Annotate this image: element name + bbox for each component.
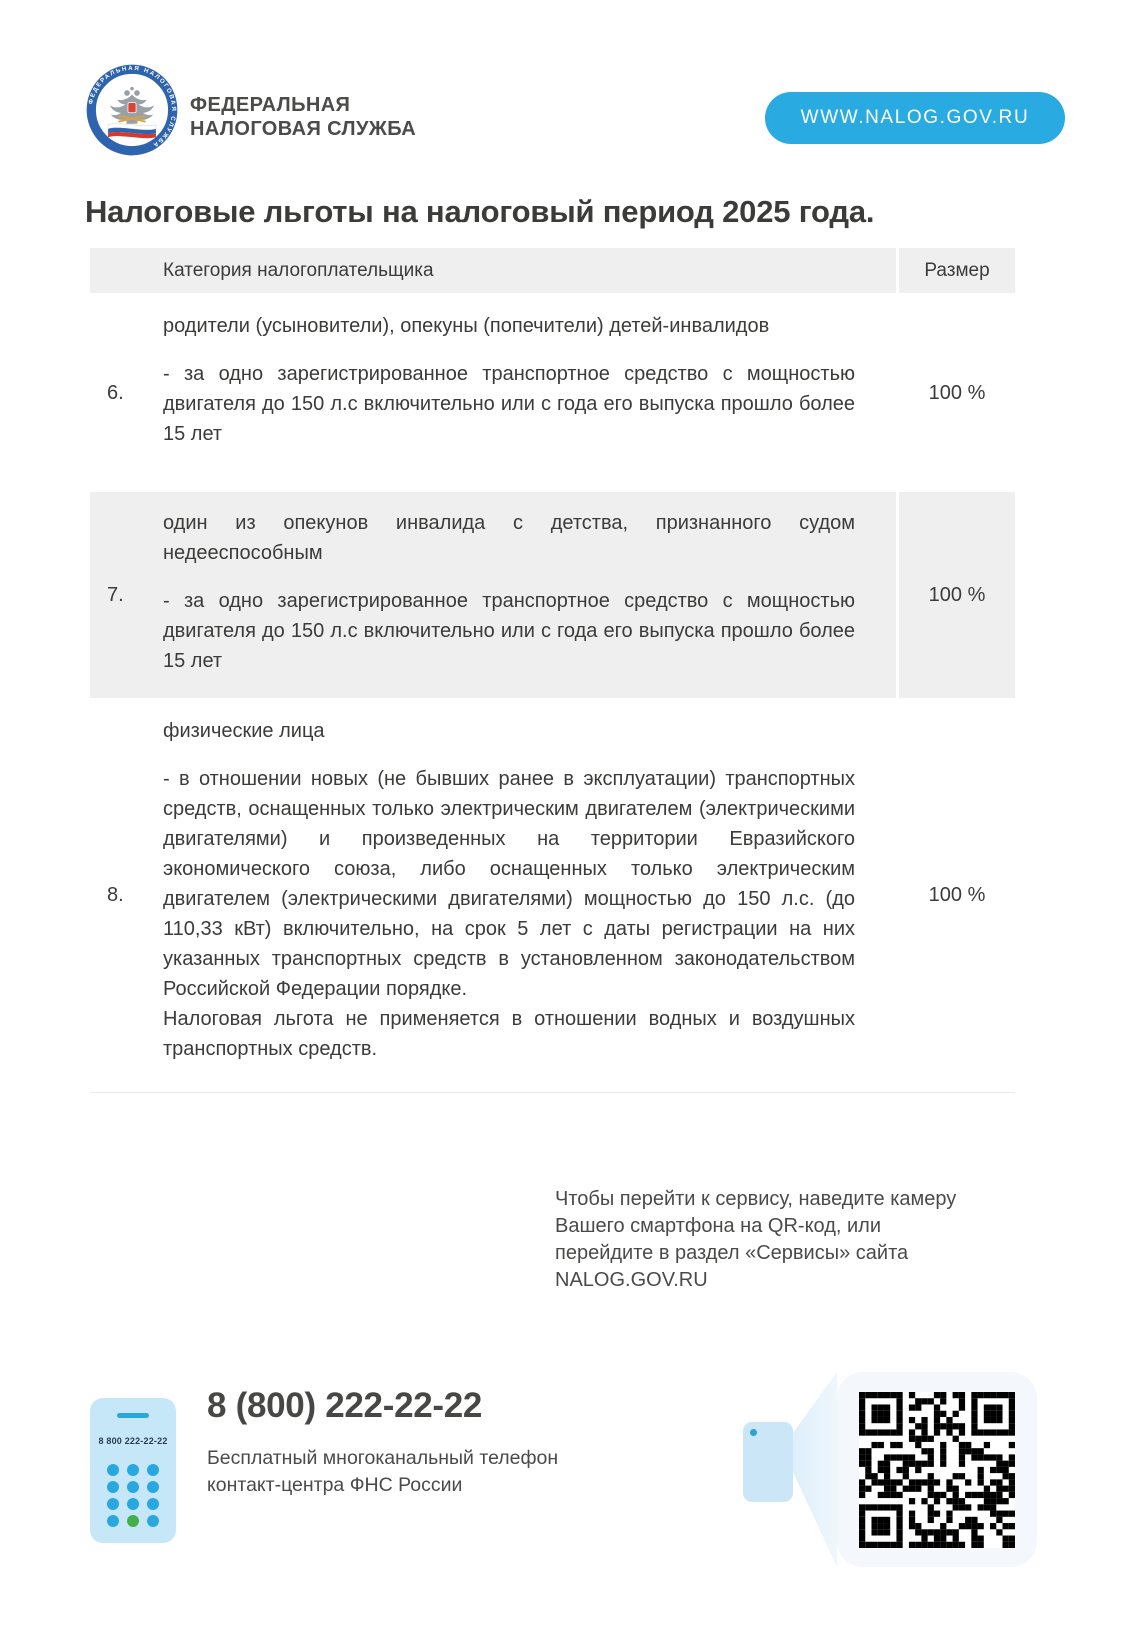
smartphone-icon bbox=[743, 1422, 793, 1502]
qr-code bbox=[859, 1392, 1015, 1548]
qr-instruction-line4: NALOG.GOV.RU bbox=[555, 1269, 708, 1291]
row-number: 8. bbox=[107, 884, 124, 906]
row-size: 100 % bbox=[928, 381, 986, 404]
flag-ribbon-icon bbox=[108, 124, 156, 139]
qr-instruction-line3: перейдите в раздел «Сервисы» сайта bbox=[555, 1242, 909, 1264]
row-benefit: - за одно зарегистрированное транспортное средство с мощностью двигателя до 150 л.с включительно или с года его выпуска прошло более 15 лет bbox=[163, 590, 855, 672]
agency-name-line2: НАЛОГОВАЯ СЛУЖБА bbox=[190, 118, 417, 140]
row-benefit: - в отношении новых (не бывших ранее в эксплуатации) транспортных средств, оснащенных только электрическим двигателем (электрическими двигателями) и произведенных на территории Евразийского экономического союза, либо оснащенных только электрическим двигателем (электрическими двигателями) мощностью до 150 л.с. (до 110,33 кВт) включительно, на срок 5 лет с даты регистрации на них указанных транспортных средств в установленном законодательством Российской Федерации порядке. bbox=[163, 768, 855, 1000]
qr-instruction-text bbox=[555, 1186, 1025, 1294]
phone-speaker-bar bbox=[117, 1413, 149, 1418]
table-row-7 bbox=[90, 492, 1015, 698]
qr-panel bbox=[837, 1372, 1037, 1567]
row-number: 7. bbox=[107, 584, 124, 606]
logo-ring-text: ФЕДЕРАЛЬНАЯ НАЛОГОВАЯ СЛУЖБА bbox=[88, 65, 177, 149]
agency-name bbox=[190, 93, 416, 141]
row-size: 100 % bbox=[899, 492, 1015, 698]
table-bottom-divider bbox=[90, 1092, 1015, 1093]
row-category: физические лица bbox=[163, 720, 325, 742]
qr-instruction-line1: Чтобы перейти к сервису, наведите камеру bbox=[555, 1188, 957, 1210]
table-header-row bbox=[90, 248, 1015, 293]
phone-description-line2: контакт-центра ФНС России bbox=[207, 1474, 463, 1496]
phone-description-line1: Бесплатный многоканальный телефон bbox=[207, 1447, 559, 1469]
row-number: 6. bbox=[107, 381, 124, 404]
phone-description bbox=[207, 1445, 558, 1499]
row-benefit-note: Налоговая льгота не применяется в отношении водных и воздушных транспортных средств. bbox=[163, 1008, 855, 1060]
benefits-table bbox=[90, 248, 1015, 1090]
page-title bbox=[85, 194, 874, 230]
page-title-rest: на налоговый период 2025 года. bbox=[373, 194, 875, 229]
smartphone-camera-dot bbox=[750, 1429, 757, 1436]
keypad-green-dot bbox=[127, 1515, 139, 1527]
qr-instruction-line2: Вашего смартфона на QR-код, или bbox=[555, 1215, 882, 1237]
row-size: 100 % bbox=[928, 884, 986, 906]
table-row-8 bbox=[90, 700, 1015, 1090]
phone-keypad-icon bbox=[107, 1464, 159, 1527]
row-category: родители (усыновители), опекуны (попечители) детей-инвалидов bbox=[163, 315, 770, 337]
phone-handset-icon bbox=[90, 1398, 176, 1543]
shield-icon bbox=[128, 103, 136, 113]
page-title-bold: Налоговые льготы bbox=[85, 194, 374, 229]
column-header-category: Категория налогоплательщика bbox=[163, 259, 434, 281]
row-benefit: - за одно зарегистрированное транспортное средство с мощностью двигателя до 150 л.с включительно или с года его выпуска прошло более 15 лет bbox=[163, 363, 855, 445]
website-button[interactable]: WWW.NALOG.GOV.RU bbox=[765, 92, 1065, 144]
contact-phone-number: 8 (800) 222-22-22 bbox=[207, 1386, 483, 1425]
table-row-6 bbox=[90, 295, 1015, 490]
row-category: один из опекунов инвалида с детства, признанного судом недееспособным bbox=[163, 512, 855, 564]
column-header-size: Размер bbox=[899, 248, 1015, 293]
fns-logo-emblem-icon bbox=[86, 64, 178, 156]
phone-icon-label: 8 800 222-22-22 bbox=[98, 1436, 168, 1446]
agency-name-line1: ФЕДЕРАЛЬНАЯ bbox=[190, 94, 351, 116]
scan-beam-icon bbox=[790, 1365, 840, 1575]
